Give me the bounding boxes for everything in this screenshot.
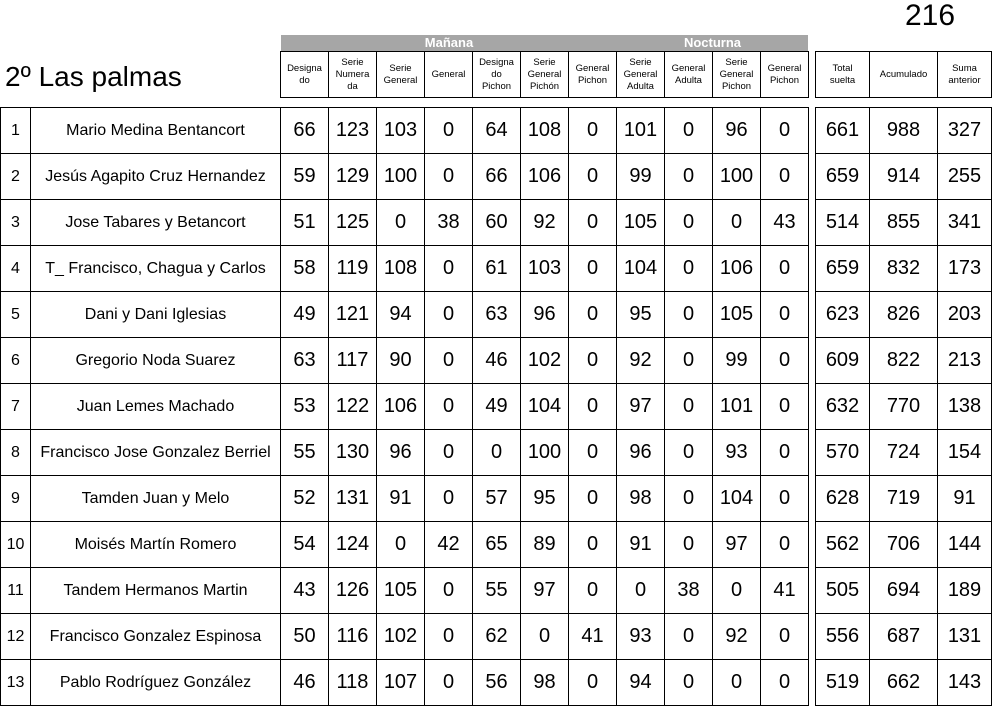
score-cell: 0	[617, 568, 665, 614]
score-cell: 0	[569, 568, 617, 614]
total-cell: 519	[816, 660, 870, 706]
score-cell: 0	[665, 522, 713, 568]
position-cell: 7	[1, 384, 31, 430]
column-header-line: Pichon	[769, 74, 800, 86]
total-cell: 826	[870, 292, 938, 338]
score-cell: 93	[617, 614, 665, 660]
total-cell: 562	[816, 522, 870, 568]
score-cell: 123	[329, 108, 377, 154]
score-cell: 0	[569, 522, 617, 568]
total-cell: 855	[870, 200, 938, 246]
competitor-name-cell: Francisco Jose Gonzalez Berriel	[31, 430, 281, 476]
score-cell: 61	[473, 246, 521, 292]
column-header-line: Serie	[389, 62, 412, 74]
score-cell: 0	[761, 522, 809, 568]
score-cell: 106	[713, 246, 761, 292]
score-cell: 93	[713, 430, 761, 476]
position-cell: 2	[1, 154, 31, 200]
total-cell: 203	[938, 292, 992, 338]
standings-table	[0, 107, 809, 706]
position-cell: 10	[1, 522, 31, 568]
total-cell: 628	[816, 476, 870, 522]
column-header-row	[281, 52, 809, 98]
total-cell: 255	[938, 154, 992, 200]
score-cell: 0	[761, 108, 809, 154]
score-cell: 126	[329, 568, 377, 614]
score-cell: 108	[521, 108, 569, 154]
score-cell: 94	[377, 292, 425, 338]
score-cell: 0	[425, 384, 473, 430]
score-cell: 0	[425, 430, 473, 476]
position-cell: 11	[1, 568, 31, 614]
table-row	[1, 292, 809, 338]
totals-row	[816, 660, 992, 706]
score-cell: 0	[665, 476, 713, 522]
score-cell: 101	[617, 108, 665, 154]
score-cell: 0	[665, 200, 713, 246]
score-cell: 90	[377, 338, 425, 384]
score-cell: 0	[425, 660, 473, 706]
total-cell: 505	[816, 568, 870, 614]
score-cell: 66	[473, 154, 521, 200]
score-cell: 0	[761, 476, 809, 522]
score-cell: 43	[281, 568, 329, 614]
score-cell: 100	[521, 430, 569, 476]
score-cell: 41	[569, 614, 617, 660]
position-cell: 3	[1, 200, 31, 246]
column-header-line: do	[491, 68, 502, 80]
table-row	[1, 338, 809, 384]
score-cell: 102	[521, 338, 569, 384]
score-cell: 117	[329, 338, 377, 384]
position-cell: 8	[1, 430, 31, 476]
score-cell: 56	[473, 660, 521, 706]
score-cell: 0	[569, 384, 617, 430]
table-row	[1, 522, 809, 568]
score-cell: 129	[329, 154, 377, 200]
column-header-line: Serie	[533, 56, 556, 68]
total-cell: 659	[816, 154, 870, 200]
score-cell: 0	[665, 154, 713, 200]
totals-column-header-line: anterior	[948, 74, 981, 86]
score-cell: 108	[377, 246, 425, 292]
table-row	[1, 246, 809, 292]
table-row	[1, 200, 809, 246]
score-cell: 0	[377, 200, 425, 246]
score-cell: 97	[617, 384, 665, 430]
total-cell: 143	[938, 660, 992, 706]
score-cell: 0	[665, 108, 713, 154]
column-header-line: General	[383, 74, 418, 86]
score-cell: 98	[521, 660, 569, 706]
score-cell: 65	[473, 522, 521, 568]
column-header-line: da	[347, 80, 358, 92]
score-cell: 0	[713, 568, 761, 614]
score-cell: 0	[425, 338, 473, 384]
totals-header-table	[815, 51, 992, 98]
score-cell: 96	[713, 108, 761, 154]
score-cell: 0	[761, 338, 809, 384]
total-cell: 623	[816, 292, 870, 338]
score-cell: 106	[521, 154, 569, 200]
totals-row	[816, 246, 992, 292]
total-cell: 719	[870, 476, 938, 522]
score-cell: 51	[281, 200, 329, 246]
column-header-line: General	[575, 62, 610, 74]
position-cell: 12	[1, 614, 31, 660]
table-row	[1, 660, 809, 706]
competitor-name-cell: Mario Medina Bentancort	[31, 108, 281, 154]
total-cell: 131	[938, 614, 992, 660]
score-cell: 105	[377, 568, 425, 614]
total-cell: 770	[870, 384, 938, 430]
competitor-name-cell: T_ Francisco, Chagua y Carlos	[31, 246, 281, 292]
column-header	[281, 52, 329, 98]
score-cell: 54	[281, 522, 329, 568]
total-cell: 661	[816, 108, 870, 154]
total-cell: 189	[938, 568, 992, 614]
score-cell: 46	[281, 660, 329, 706]
score-cell: 55	[281, 430, 329, 476]
column-header-line: Serie	[341, 56, 364, 68]
totals-row	[816, 292, 992, 338]
score-cell: 94	[617, 660, 665, 706]
table-row	[1, 154, 809, 200]
score-cell: 89	[521, 522, 569, 568]
score-cell: 0	[425, 246, 473, 292]
score-cell: 0	[569, 338, 617, 384]
totals-column-header-line: Suma	[952, 62, 977, 74]
totals-row	[816, 522, 992, 568]
total-cell: 662	[870, 660, 938, 706]
score-cell: 121	[329, 292, 377, 338]
score-cell: 0	[425, 108, 473, 154]
total-cell: 327	[938, 108, 992, 154]
score-cell: 97	[521, 568, 569, 614]
competitor-name-cell: Jose Tabares y Betancort	[31, 200, 281, 246]
score-cell: 0	[569, 660, 617, 706]
score-cell: 0	[425, 476, 473, 522]
score-cell: 0	[377, 522, 425, 568]
totals-row	[816, 476, 992, 522]
score-cell: 0	[665, 338, 713, 384]
column-header	[473, 52, 521, 98]
score-cell: 95	[617, 292, 665, 338]
totals-row	[816, 338, 992, 384]
score-cell: 0	[425, 568, 473, 614]
total-cell: 341	[938, 200, 992, 246]
score-cell: 0	[761, 154, 809, 200]
score-cell: 104	[521, 384, 569, 430]
totals-column-header	[938, 52, 992, 98]
group-header-nocturna: Nocturna	[617, 35, 808, 51]
score-cell: 100	[377, 154, 425, 200]
score-cell: 101	[713, 384, 761, 430]
column-header	[713, 52, 761, 98]
score-cell: 0	[665, 614, 713, 660]
score-cell: 60	[473, 200, 521, 246]
score-cell: 0	[665, 246, 713, 292]
score-cell: 96	[617, 430, 665, 476]
score-cell: 42	[425, 522, 473, 568]
total-cell: 822	[870, 338, 938, 384]
totals-row	[816, 384, 992, 430]
column-header-line: Adulta	[627, 80, 654, 92]
total-cell: 832	[870, 246, 938, 292]
sheet-title: 2º Las palmas	[5, 61, 182, 92]
score-cell: 0	[569, 476, 617, 522]
score-cell: 63	[473, 292, 521, 338]
position-cell: 13	[1, 660, 31, 706]
column-header	[569, 52, 617, 98]
competitor-name-cell: Pablo Rodríguez González	[31, 660, 281, 706]
score-cell: 130	[329, 430, 377, 476]
table-row	[1, 384, 809, 430]
column-header-table	[280, 51, 809, 98]
score-cell: 0	[665, 292, 713, 338]
total-cell: 632	[816, 384, 870, 430]
score-cell: 0	[761, 384, 809, 430]
column-header-line: Pichon	[577, 74, 608, 86]
position-cell: 5	[1, 292, 31, 338]
score-cell: 99	[713, 338, 761, 384]
totals-column-header-line: Acumulado	[879, 68, 928, 80]
score-cell: 43	[761, 200, 809, 246]
total-cell: 694	[870, 568, 938, 614]
score-cell: 102	[377, 614, 425, 660]
score-cell: 53	[281, 384, 329, 430]
score-cell: 59	[281, 154, 329, 200]
total-cell: 570	[816, 430, 870, 476]
group-header-manana: Mañana	[281, 35, 617, 51]
column-header-line: Pichon	[721, 80, 752, 92]
total-cell: 556	[816, 614, 870, 660]
totals-row	[816, 200, 992, 246]
column-header	[617, 52, 665, 98]
totals-column-header	[816, 52, 870, 98]
totals-table	[815, 107, 992, 706]
column-header-line: Serie	[629, 56, 652, 68]
score-cell: 105	[713, 292, 761, 338]
competitor-name-cell: Francisco Gonzalez Espinosa	[31, 614, 281, 660]
score-cell: 38	[425, 200, 473, 246]
column-header-line: General	[719, 68, 754, 80]
score-cell: 64	[473, 108, 521, 154]
score-cell: 107	[377, 660, 425, 706]
column-header-line: do	[299, 74, 310, 86]
score-cell: 0	[761, 430, 809, 476]
score-cell: 0	[425, 292, 473, 338]
totals-row	[816, 568, 992, 614]
score-cell: 63	[281, 338, 329, 384]
column-header-line: General	[623, 68, 658, 80]
totals-column-header-line: Total	[832, 62, 853, 74]
column-header-line: Designa	[287, 62, 322, 74]
score-cell: 99	[617, 154, 665, 200]
score-cell: 0	[761, 614, 809, 660]
total-cell: 154	[938, 430, 992, 476]
totals-row	[816, 108, 992, 154]
total-cell: 213	[938, 338, 992, 384]
total-cell: 144	[938, 522, 992, 568]
total-cell: 173	[938, 246, 992, 292]
column-header-line: Serie	[725, 56, 748, 68]
total-cell: 138	[938, 384, 992, 430]
page-number: 216	[904, 0, 956, 32]
score-cell: 122	[329, 384, 377, 430]
column-header	[329, 52, 377, 98]
score-cell: 49	[281, 292, 329, 338]
competitor-name-cell: Gregorio Noda Suarez	[31, 338, 281, 384]
score-cell: 96	[377, 430, 425, 476]
competitor-name-cell: Moisés Martín Romero	[31, 522, 281, 568]
column-header-line: Numera	[335, 68, 370, 80]
column-header-line: General	[671, 62, 706, 74]
score-cell: 0	[473, 430, 521, 476]
column-header	[521, 52, 569, 98]
score-cell: 0	[569, 246, 617, 292]
score-cell: 0	[569, 292, 617, 338]
score-cell: 0	[761, 246, 809, 292]
column-header-line: Pichón	[529, 80, 560, 92]
total-cell: 724	[870, 430, 938, 476]
score-cell: 0	[713, 660, 761, 706]
score-cell: 57	[473, 476, 521, 522]
score-cell: 41	[761, 568, 809, 614]
column-header-line: Designa	[479, 56, 514, 68]
score-cell: 0	[713, 200, 761, 246]
score-cell: 0	[569, 154, 617, 200]
score-cell: 104	[713, 476, 761, 522]
score-cell: 105	[617, 200, 665, 246]
score-cell: 62	[473, 614, 521, 660]
score-cell: 0	[569, 430, 617, 476]
column-header-line: Pichon	[481, 80, 512, 92]
score-cell: 55	[473, 568, 521, 614]
score-cell: 91	[617, 522, 665, 568]
score-cell: 52	[281, 476, 329, 522]
score-cell: 95	[521, 476, 569, 522]
score-cell: 103	[377, 108, 425, 154]
score-cell: 104	[617, 246, 665, 292]
score-cell: 0	[521, 614, 569, 660]
score-cell: 96	[521, 292, 569, 338]
score-cell: 58	[281, 246, 329, 292]
total-cell: 91	[938, 476, 992, 522]
score-cell: 50	[281, 614, 329, 660]
score-cell: 106	[377, 384, 425, 430]
total-cell: 687	[870, 614, 938, 660]
column-header	[761, 52, 809, 98]
table-row	[1, 430, 809, 476]
table-row	[1, 614, 809, 660]
score-cell: 116	[329, 614, 377, 660]
score-cell: 46	[473, 338, 521, 384]
score-cell: 119	[329, 246, 377, 292]
competitor-name-cell: Juan Lemes Machado	[31, 384, 281, 430]
score-cell: 92	[617, 338, 665, 384]
score-cell: 0	[569, 200, 617, 246]
total-cell: 988	[870, 108, 938, 154]
totals-row	[816, 430, 992, 476]
score-cell: 92	[713, 614, 761, 660]
score-cell: 0	[665, 660, 713, 706]
score-cell: 0	[569, 108, 617, 154]
column-header	[377, 52, 425, 98]
position-cell: 1	[1, 108, 31, 154]
column-header	[665, 52, 713, 98]
score-cell: 100	[713, 154, 761, 200]
score-cell: 66	[281, 108, 329, 154]
score-cell: 125	[329, 200, 377, 246]
total-cell: 514	[816, 200, 870, 246]
totals-column-header	[870, 52, 938, 98]
score-cell: 98	[617, 476, 665, 522]
score-cell: 49	[473, 384, 521, 430]
column-header-line: General	[431, 68, 466, 80]
totals-row	[816, 614, 992, 660]
score-cell: 92	[521, 200, 569, 246]
total-cell: 914	[870, 154, 938, 200]
score-cell: 0	[761, 292, 809, 338]
totals-row	[816, 154, 992, 200]
score-cell: 38	[665, 568, 713, 614]
total-cell: 659	[816, 246, 870, 292]
table-row	[1, 108, 809, 154]
column-header-line: General	[767, 62, 802, 74]
table-row	[1, 568, 809, 614]
score-cell: 103	[521, 246, 569, 292]
competitor-name-cell: Tandem Hermanos Martin	[31, 568, 281, 614]
score-cell: 124	[329, 522, 377, 568]
position-cell: 6	[1, 338, 31, 384]
column-header-line: General	[527, 68, 562, 80]
competitor-name-cell: Dani y Dani Iglesias	[31, 292, 281, 338]
score-cell: 118	[329, 660, 377, 706]
score-cell: 91	[377, 476, 425, 522]
score-cell: 0	[425, 154, 473, 200]
score-cell: 131	[329, 476, 377, 522]
table-row	[1, 476, 809, 522]
score-cell: 0	[665, 384, 713, 430]
column-header	[425, 52, 473, 98]
competitor-name-cell: Jesús Agapito Cruz Hernandez	[31, 154, 281, 200]
total-cell: 706	[870, 522, 938, 568]
score-cell: 0	[665, 430, 713, 476]
position-cell: 9	[1, 476, 31, 522]
position-cell: 4	[1, 246, 31, 292]
score-cell: 0	[761, 660, 809, 706]
score-cell: 0	[425, 614, 473, 660]
score-cell: 97	[713, 522, 761, 568]
totals-header-row	[816, 52, 992, 98]
total-cell: 609	[816, 338, 870, 384]
column-header-line: Adulta	[675, 74, 702, 86]
totals-column-header-line: suelta	[829, 74, 856, 86]
competitor-name-cell: Tamden Juan y Melo	[31, 476, 281, 522]
